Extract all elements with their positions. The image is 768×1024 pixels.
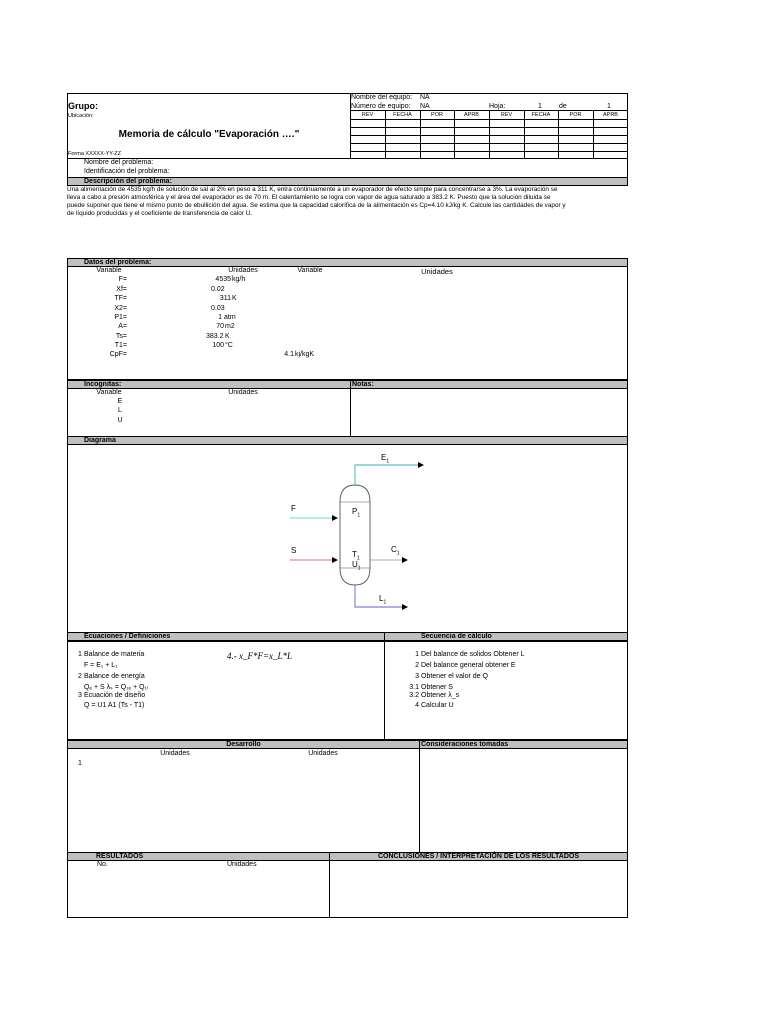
table-row <box>67 333 317 342</box>
datos-val: 0.03 <box>211 305 225 312</box>
datos-col-unidades2: Unidades <box>421 267 453 276</box>
label-p1 <box>352 508 360 520</box>
notas-header <box>350 380 628 389</box>
label-p1-main: P <box>352 507 358 516</box>
numero-equipo-value: NA <box>420 103 430 110</box>
datos-unit: °C <box>225 342 233 349</box>
datos-var: X2= <box>114 305 127 312</box>
label-c1-sub: 1 <box>396 550 400 557</box>
table-row <box>67 323 317 332</box>
resultados-header-text: RESULTADOS <box>96 853 144 860</box>
label-t1-sub: 1 <box>356 555 360 562</box>
datos-col-unidades: Unidades <box>228 267 258 274</box>
identificacion-problema-label: Identificación del problema: <box>84 168 170 175</box>
conclusiones-header <box>329 852 628 861</box>
resultados-box <box>67 852 628 918</box>
datos-val: 4.1 <box>284 351 294 358</box>
label-e1-sub: 1 <box>386 458 390 465</box>
incognitas-divider <box>350 380 351 437</box>
notas-header-text: Notas: <box>352 381 374 388</box>
datos-val: 100 <box>212 342 224 349</box>
hoja-label: Hoja: <box>489 103 506 110</box>
numero-equipo-label: Número de equipo: <box>351 103 411 110</box>
desarrollo-col-unidades: Unidades <box>160 750 190 757</box>
label-c1-main: C <box>391 545 397 554</box>
secuencia-num: 3.2 <box>409 692 419 699</box>
descripcion-line: de líquido producidas y el coeficiente de transferencia de calor U. <box>67 210 253 217</box>
secuencia-num: 4 <box>415 702 419 709</box>
resultados-divider <box>329 852 330 918</box>
datos-col-variable: Variable <box>96 267 122 274</box>
desarrollo-row-1: 1 <box>78 760 82 767</box>
secuencia-text: Calcular U <box>421 702 454 709</box>
descripcion-line: lleva a cabo a presión atmosférica y el área del evaporador es de 70 m. El calentamiento se logra con vapor de agua saturado a 383.2 K. Puesto que la solución diluida se <box>67 194 551 201</box>
rev-col-header: POR <box>569 112 582 118</box>
datos-var: Ts= <box>115 333 127 340</box>
ecuacion-text: Balance de materia <box>84 651 145 658</box>
desarrollo-header-text: Desarrollo <box>226 741 261 748</box>
datos-val: 311 <box>219 295 231 302</box>
table-row <box>67 305 317 314</box>
label-u1-main: U <box>352 560 358 569</box>
rev-col-header: REV <box>361 112 374 118</box>
secuencia-text: Obtener λ_s <box>421 692 460 699</box>
secuencia-text: Obtener el valor de Q <box>421 673 488 680</box>
datos-val: 1 <box>218 314 222 321</box>
rev-col-header: APRB <box>464 112 479 118</box>
datos-val: 70 <box>216 323 224 330</box>
diagrama-header-text: Diagrama <box>84 437 116 444</box>
label-e1 <box>381 454 389 466</box>
formula-inline: 4.- x_F*F=x_L*L <box>227 651 293 661</box>
descripcion-line: Una alimentación de 4535 kg/h de solución de sal al 2% en peso a 311 K, entra continuamente a un evaporador de efecto simple para concentrarse a 3%. La evaporación se <box>67 186 558 193</box>
datos-var: P1= <box>114 314 127 321</box>
ecuacion-text: Ecuación de diseño <box>84 692 146 699</box>
incognita-item: E <box>117 398 123 405</box>
document-title: Memoria de cálculo "Evaporación …." <box>118 129 300 140</box>
nombre-problema-label: Nombre del problema: <box>84 159 154 166</box>
datos-header <box>67 258 628 267</box>
datos-col-variable2: Variable <box>297 267 323 274</box>
diagrama-header <box>67 436 628 445</box>
consideraciones-header <box>419 740 628 749</box>
ecuacion-num: 3 <box>78 692 82 699</box>
label-l1 <box>379 595 386 607</box>
table-row <box>67 295 317 304</box>
evaporator-diagram <box>270 450 440 620</box>
secuencia-num: 2 <box>415 662 419 669</box>
descripcion-text <box>67 186 631 218</box>
conclusiones-header-text: CONCLUSIONES / INTERPRETACIÓN DE LOS RESULTADOS <box>377 853 580 860</box>
incognitas-col-variable: Variable <box>96 389 122 396</box>
datos-unit: kg/h <box>232 276 246 283</box>
secuencia-text: Del balance general obtener E <box>421 662 516 669</box>
ubicacion-label: Ubicación: <box>68 113 94 119</box>
table-row <box>67 314 317 323</box>
ecuacion-text: F = E₁ + L₁ <box>84 662 118 669</box>
consideraciones-header-text: Consideraciones tomadas <box>421 741 509 748</box>
nombre-equipo-value: NA <box>420 94 430 101</box>
secuencia-text: Obtener S <box>421 684 453 691</box>
label-e1-main: E <box>381 453 387 462</box>
secuencia-num: 3 <box>415 673 419 680</box>
datos-val: 4535 <box>215 276 231 283</box>
incognita-item: U <box>117 417 123 424</box>
rev-col-header: REV <box>500 112 513 118</box>
rev-col-header: APRB <box>603 112 618 118</box>
forma-code: Forma XXXXX-YY-ZZ <box>68 151 121 157</box>
label-l1-main: L <box>379 594 384 603</box>
secuencia-num: 3.1 <box>409 684 419 691</box>
label-l1-sub: 1 <box>383 599 387 606</box>
ecuacion-text: Balance de energía <box>84 673 145 680</box>
label-p1-sub: 1 <box>357 512 361 519</box>
resultados-header <box>67 852 330 861</box>
nombre-equipo-label: Nombre del equipo: <box>351 94 413 101</box>
de-value: 1 <box>607 103 611 110</box>
secuencia-header <box>384 632 628 642</box>
grupo-label: Grupo: <box>68 101 98 111</box>
incognitas-header <box>67 380 351 389</box>
label-t1-main: T <box>352 550 357 559</box>
ecuacion-text: Qₑ + S λₛ = Q₁ₑ + Q₁ₗ <box>84 684 149 691</box>
secuencia-text: Del balance de solidos Obtener L <box>421 651 525 658</box>
datos-unit: m2 <box>225 323 235 330</box>
datos-var: T1= <box>114 342 127 349</box>
desarrollo-col-unidades2: Unidades <box>308 750 338 757</box>
desarrollo-divider <box>419 740 420 853</box>
resultados-col-unidades: Unidades <box>227 861 257 868</box>
table-row <box>67 342 317 351</box>
label-c1 <box>391 546 400 558</box>
datos-val: 383.2 <box>206 333 224 340</box>
datos-unit: kj/kgK <box>295 351 315 358</box>
datos-var: TF= <box>114 295 127 302</box>
label-s: S <box>291 546 297 555</box>
datos-val: 0.02 <box>211 286 225 293</box>
ecuacion-text: Q = U1 A1 (Ts - T1) <box>84 702 145 709</box>
datos-unit: atm <box>224 314 236 321</box>
incognitas-header-text: Incognitas: <box>84 381 122 388</box>
incognita-item: L <box>118 407 122 414</box>
descripcion-line: puede suponer que tiene el mismo punto de ebullición del agua. Se estima que la capacidad calorífica de la alimentación es Cp=4.10 kJ/kg K. Calcule las cantidades de vapor y <box>67 202 566 209</box>
datos-unit: K <box>232 295 237 302</box>
rev-col-header: POR <box>431 112 443 118</box>
datos-var: F= <box>118 276 127 283</box>
table-row <box>67 276 317 285</box>
rev-col-header: FECHA <box>531 112 551 118</box>
descripcion-header-text: Descripción del problema: <box>84 178 172 185</box>
datos-var: A= <box>118 323 127 330</box>
datos-var: CpF= <box>109 351 127 358</box>
ecuacion-num: 1 <box>78 651 82 658</box>
datos-header-text: Datos del problema: <box>84 259 152 266</box>
header-box <box>67 93 628 159</box>
incognitas-col-unidades: Unidades <box>228 389 258 396</box>
table-row <box>67 286 317 295</box>
de-label: de <box>559 103 567 110</box>
table-row <box>67 351 317 360</box>
ecuaciones-header <box>67 632 385 642</box>
label-u1-sub: 1 <box>357 565 361 572</box>
label-f: F <box>291 504 296 513</box>
ecuacion-num: 2 <box>78 673 82 680</box>
hoja-value: 1 <box>538 103 542 110</box>
secuencia-header-text: Secuencia de cálculo <box>421 633 492 640</box>
label-u1 <box>352 561 361 573</box>
desarrollo-header <box>67 740 420 749</box>
rev-col-header: FECHA <box>393 112 412 118</box>
ecuaciones-divider <box>384 632 385 740</box>
datos-unit: K <box>225 333 230 340</box>
descripcion-header <box>67 177 628 186</box>
datos-var: Xf= <box>116 286 127 293</box>
resultados-col-no: No. <box>97 861 108 868</box>
ecuaciones-box <box>67 632 628 740</box>
secuencia-num: 1 <box>415 651 419 658</box>
ecuaciones-header-text: Ecuaciones / Definiciones <box>84 633 171 640</box>
